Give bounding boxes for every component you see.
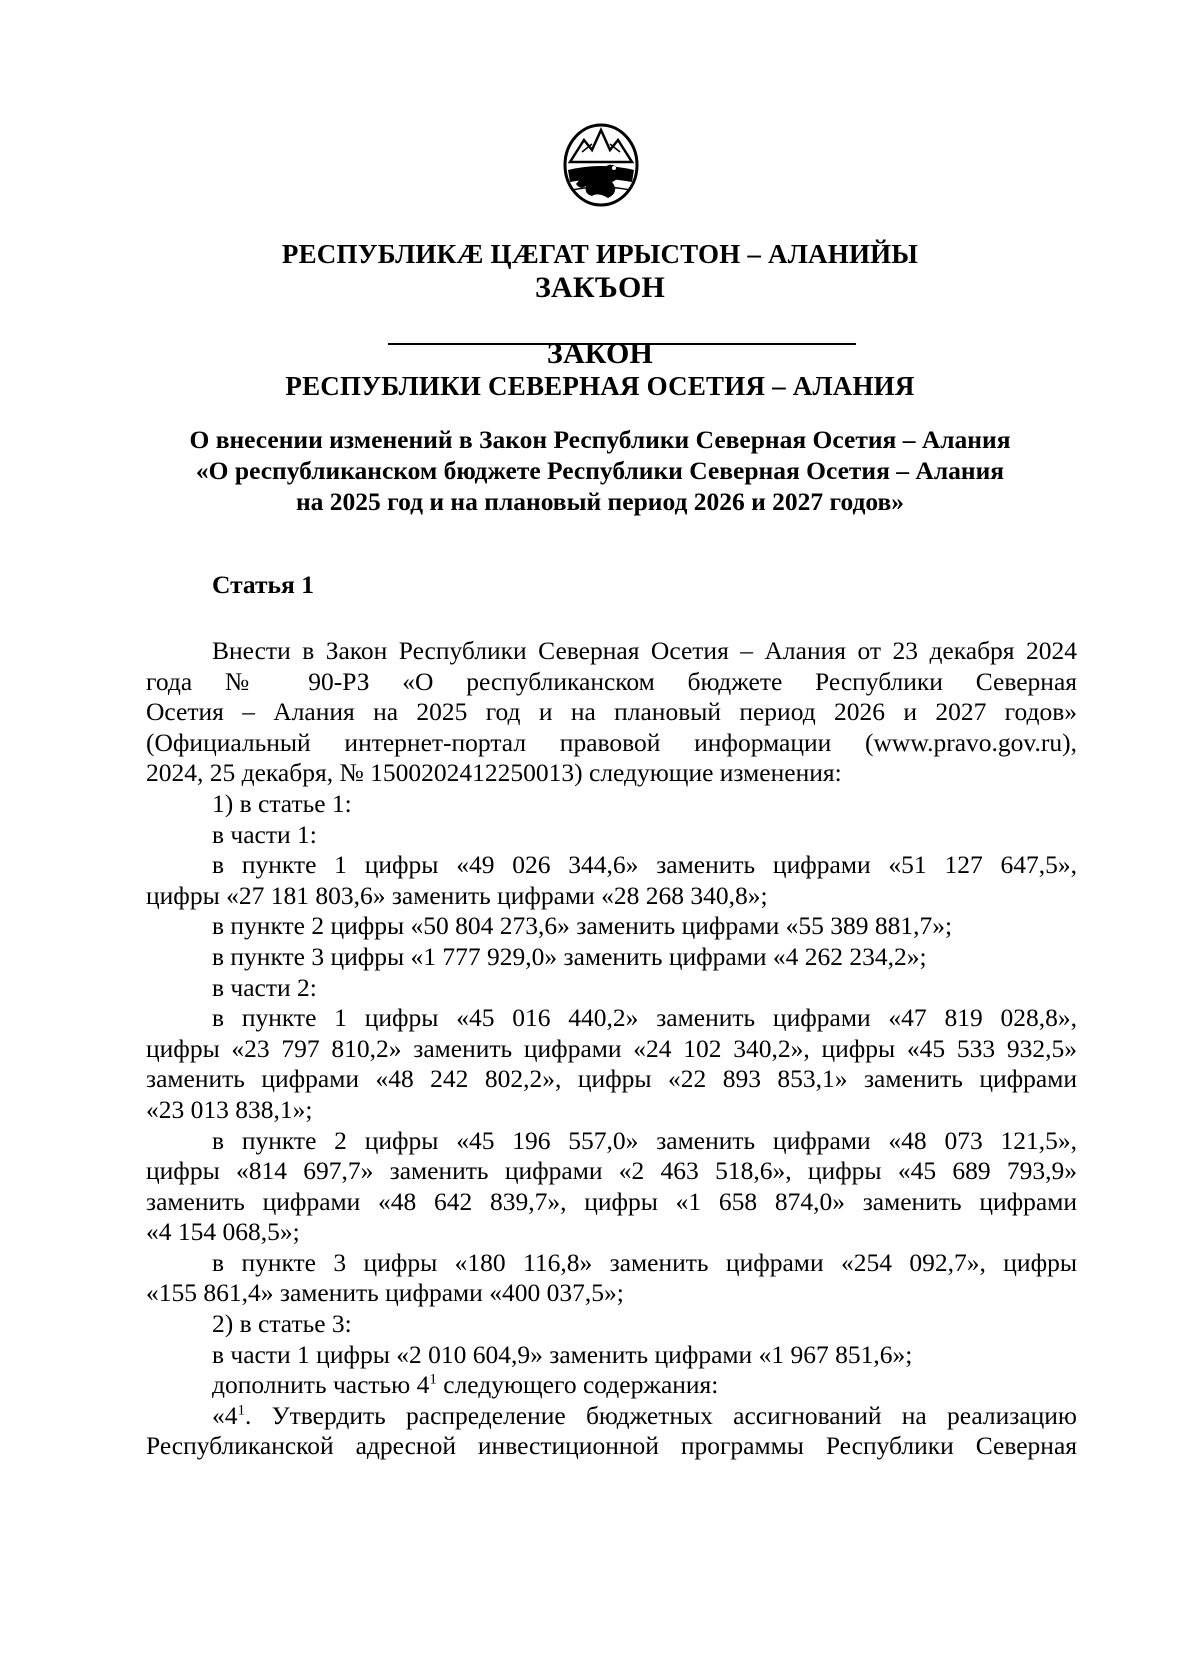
body-line: в части 2: bbox=[212, 972, 317, 1002]
body-line-last: Республиканской адресной инвестиционной программы Республики Северная bbox=[146, 1431, 1077, 1461]
body-line: в пункте 2 цифры «50 804 273,6» заменить цифрами «55 389 881,7»; bbox=[212, 911, 953, 941]
body-line: (Официальный интернет-портал правовой информации (www.pravo.gov.ru), bbox=[146, 727, 1077, 757]
body-line: «4 154 068,5»; bbox=[146, 1217, 300, 1247]
body-line: цифры «23 797 810,2» заменить цифрами «24 102 340,2», цифры «45 533 932,5» bbox=[146, 1033, 1077, 1063]
article-body bbox=[146, 636, 1077, 1462]
body-line: цифры «27 181 803,6» заменить цифрами «28 268 340,8»; bbox=[146, 880, 768, 910]
body-line: Осетия – Алания на 2025 год и на плановый период 2026 и 2027 годов» bbox=[146, 697, 1077, 727]
law-title-line-3: на 2025 год и на плановый период 2026 и 2027 годов» bbox=[295, 487, 905, 516]
superscript: 1 bbox=[429, 1371, 437, 1388]
body-line: года № 90-РЗ «О республиканском бюджете Республики Северная bbox=[146, 666, 1077, 696]
body-line: заменить цифрами «48 242 802,2», цифры «22 893 853,1» заменить цифрами bbox=[146, 1064, 1077, 1094]
quote-text: «4 bbox=[212, 1400, 238, 1430]
body-line: Внести в Закон Республики Северная Осетия – Алания от 23 декабря 2024 bbox=[212, 636, 1077, 665]
body-line-supplement bbox=[146, 1370, 1077, 1401]
body-line: заменить цифрами «48 642 839,7», цифры «1 658 874,0» заменить цифрами bbox=[146, 1186, 1077, 1216]
russian-republic-name: РЕСПУБЛИКИ СЕВЕРНАЯ ОСЕТИЯ – АЛАНИЯ bbox=[285, 371, 915, 401]
body-line: в пункте 1 цифры «45 016 440,2» заменить цифрами «47 819 028,8», bbox=[212, 1003, 1077, 1033]
russian-law-label: ЗАКОН bbox=[546, 337, 654, 370]
supplement-text-tail: следующего содержания: bbox=[436, 1370, 719, 1400]
supplement-text: дополнить частью 4 bbox=[212, 1370, 430, 1400]
ossetian-law-label: ЗАКЪОН bbox=[534, 271, 666, 304]
ossetian-republic-name: РЕСПУБЛИКÆ ЦÆГАТ ИРЫСТОН – АЛАНИЙЫ bbox=[281, 239, 919, 269]
body-line: в части 1 цифры «2 010 604,9» заменить цифрами «1 967 851,6»; bbox=[212, 1339, 913, 1369]
body-line-quote bbox=[146, 1401, 1077, 1432]
body-line: в части 1: bbox=[212, 819, 317, 849]
body-line: 2) в статье 3: bbox=[212, 1309, 352, 1339]
law-title-line-1: О внесении изменений в Закон Республики Северная Осетия – Алания bbox=[189, 425, 1011, 454]
article-heading: Статья 1 bbox=[212, 570, 314, 599]
body-line: «23 013 838,1»; bbox=[146, 1094, 313, 1124]
body-line: в пункте 2 цифры «45 196 557,0» заменить цифрами «48 073 121,5», bbox=[212, 1125, 1077, 1155]
superscript: 1 bbox=[237, 1402, 245, 1419]
law-title-line-2: «О республиканском бюджете Республики Северная Осетия – Алания bbox=[195, 456, 1005, 485]
body-line: 1) в статье 1: bbox=[212, 788, 352, 818]
body-line: «155 861,4» заменить цифрами «400 037,5»; bbox=[146, 1278, 624, 1308]
body-line: 2024, 25 декабря, № 1500202412250013) следующие изменения: bbox=[146, 758, 842, 788]
body-line: цифры «814 697,7» заменить цифрами «2 463 518,6», цифры «45 689 793,9» bbox=[146, 1156, 1077, 1186]
body-line: в пункте 3 цифры «1 777 929,0» заменить цифрами «4 262 234,2»; bbox=[212, 941, 927, 971]
coat-of-arms-emblem bbox=[562, 122, 640, 208]
body-line: в пункте 3 цифры «180 116,8» заменить цифрами «254 092,7», цифры bbox=[212, 1247, 1077, 1277]
body-line: в пункте 1 цифры «49 026 344,6» заменить цифрами «51 127 647,5», bbox=[212, 850, 1077, 880]
quote-text-tail: . Утвердить распределение бюджетных ассигнований на реализацию bbox=[245, 1400, 1077, 1430]
